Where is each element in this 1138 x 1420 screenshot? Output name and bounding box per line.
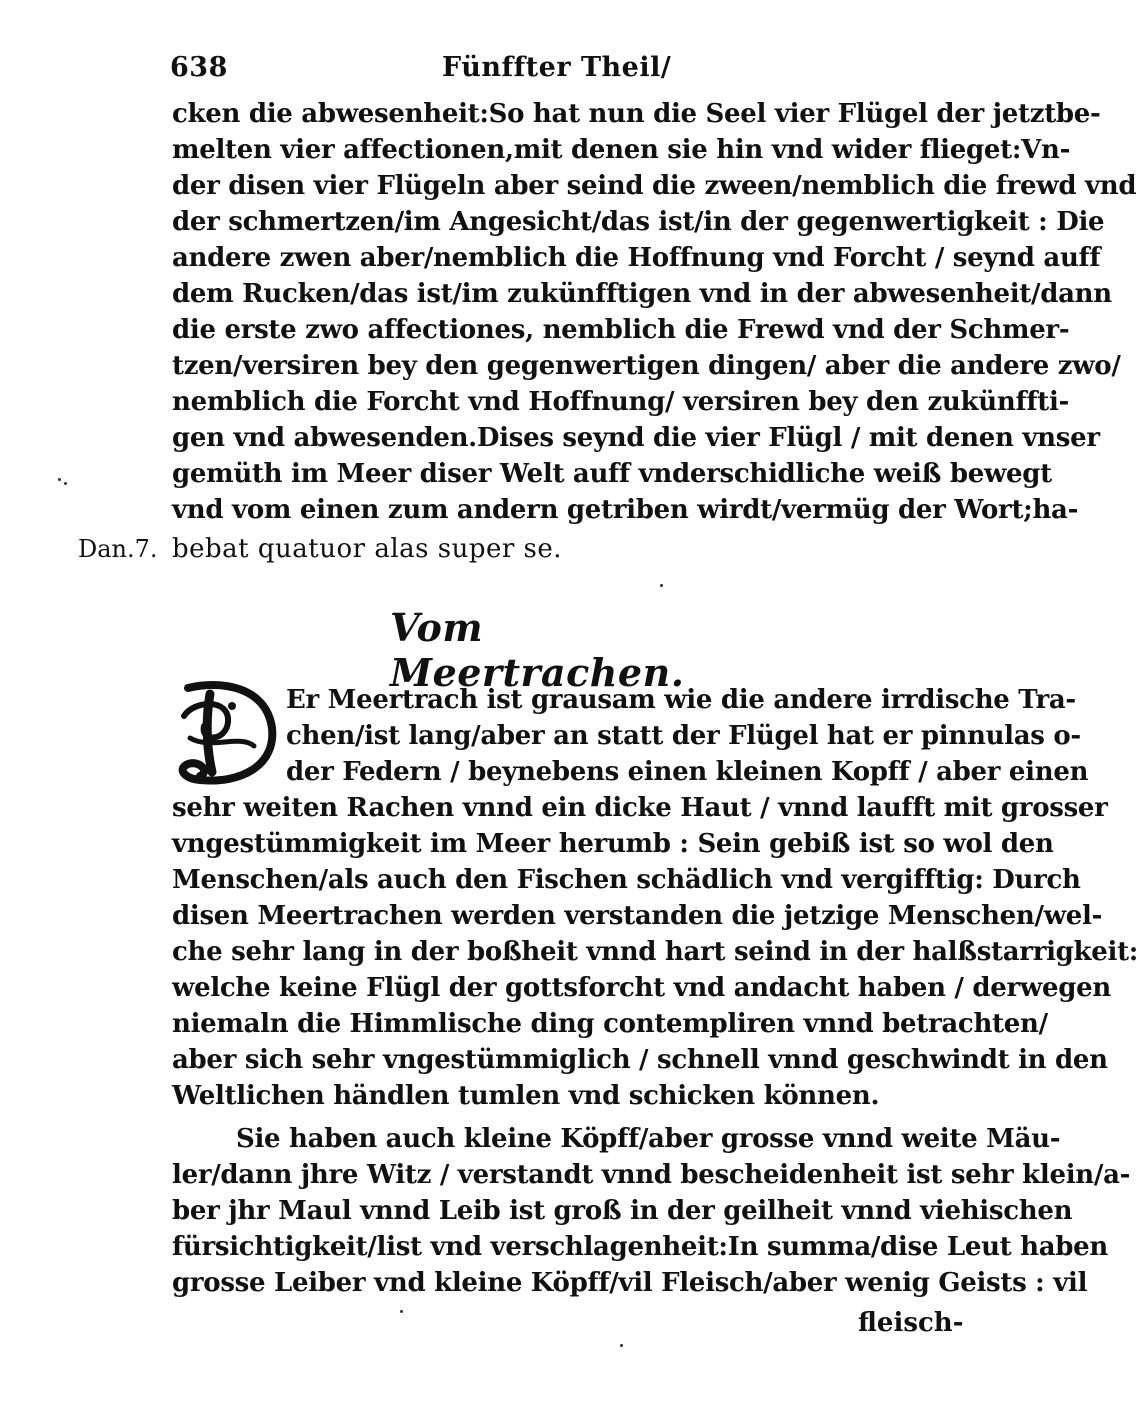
text-line: gemüth im Meer diser Welt auff vnderschidliche weiß bewegt: [172, 459, 1052, 489]
text-line: bebat quatuor alas super se.: [172, 534, 563, 564]
text-line: gen vnd abwesenden.Dises seynd die vier Flügl / mit denen vnser: [172, 423, 1100, 453]
text-line: Sie haben auch kleine Köpff/aber grosse vnnd weite Mäu-: [236, 1124, 1061, 1154]
section-heading: Vom Meertrachen.: [390, 605, 685, 695]
text-line: aber sich sehr vngestümmiglich / schnell vnnd geschwindt in den: [172, 1045, 1108, 1075]
margin-citation: Dan.7.: [78, 535, 158, 563]
text-line: disen Meertrachen werden verstanden die jetzige Menschen/wel-: [172, 901, 1103, 931]
text-line: dem Rucken/das ist/im zukünfftigen vnd in der abwesenheit/dann: [172, 279, 1112, 309]
text-line: chen/ist lang/aber an statt der Flügel hat er pinnulas o-: [286, 721, 1081, 751]
text-line: vngestümmigkeit im Meer herumb : Sein gebiß ist so wol den: [172, 829, 1054, 859]
scan-speck: [58, 478, 61, 481]
text-line: fürsichtigkeit/list vnd verschlagenheit:In summa/dise Leut haben: [172, 1232, 1109, 1262]
text-line: tzen/versiren bey den gegenwertigen dingen/ aber die andere zwo/: [172, 351, 1121, 381]
drop-cap-d-icon: [170, 676, 282, 788]
text-line: Er Meertrach ist grausam wie die andere irrdische Tra-: [286, 685, 1076, 715]
scan-speck: [64, 482, 67, 485]
text-line: ler/dann jhre Witz / verstandt vnnd bescheidenheit ist sehr klein/a-: [172, 1160, 1131, 1190]
page-header: [170, 52, 672, 92]
text-line: die erste zwo affectiones, nemblich die Frewd vnd der Schmer-: [172, 315, 1070, 345]
text-line: ber jhr Maul vnnd Leib ist groß in der geilheit vnnd viehischen: [172, 1196, 1073, 1226]
text-line: sehr weiten Rachen vnnd ein dicke Haut / vnnd laufft mit grosser: [172, 793, 1108, 823]
text-line: niemaln die Himmlische ding contempliren vnnd betrachten/: [172, 1009, 1048, 1039]
text-line: der Federn / beynebens einen kleinen Kopff / aber einen: [286, 757, 1089, 787]
catchword: fleisch-: [858, 1308, 964, 1338]
text-line: welche keine Flügl der gottsforcht vnd andacht haben / derwegen: [172, 973, 1111, 1003]
text-line: cken die abwesenheit:So hat nun die Seel vier Flügel der jetztbe-: [172, 99, 1101, 129]
text-line: melten vier affectionen,mit denen sie hin vnd wider flieget:Vn-: [172, 135, 1071, 165]
text-line: nemblich die Forcht vnd Hoffnung/ versiren bey den zukünffti-: [172, 387, 1070, 417]
text-line: Menschen/als auch den Fischen schädlich vnd vergifftig: Durch: [172, 865, 1081, 895]
text-line: che sehr lang in der boßheit vnnd hart seind in der halßstarrigkeit:: [172, 937, 1138, 967]
text-line: Weltlichen händlen tumlen vnd schicken können.: [172, 1081, 880, 1111]
scan-speck: [620, 1344, 623, 1347]
text-line: der disen vier Flügeln aber seind die zween/nemblich die frewd vnd: [172, 171, 1137, 201]
page-number: 638: [170, 52, 228, 83]
text-line: vnd vom einen zum andern getriben wirdt/vermüg der Wort;ha-: [172, 495, 1079, 525]
scan-speck: [400, 1310, 403, 1313]
text-line: grosse Leiber vnd kleine Köpff/vil Fleisch/aber wenig Geists : vil: [172, 1268, 1088, 1298]
scan-speck: [660, 584, 663, 587]
text-line: andere zwen aber/nemblich die Hoffnung vnd Forcht / seynd auff: [172, 243, 1101, 273]
running-head: Fünffter Theil/: [442, 52, 672, 83]
text-line: der schmertzen/im Angesicht/das ist/in der gegenwertigkeit : Die: [172, 207, 1105, 237]
